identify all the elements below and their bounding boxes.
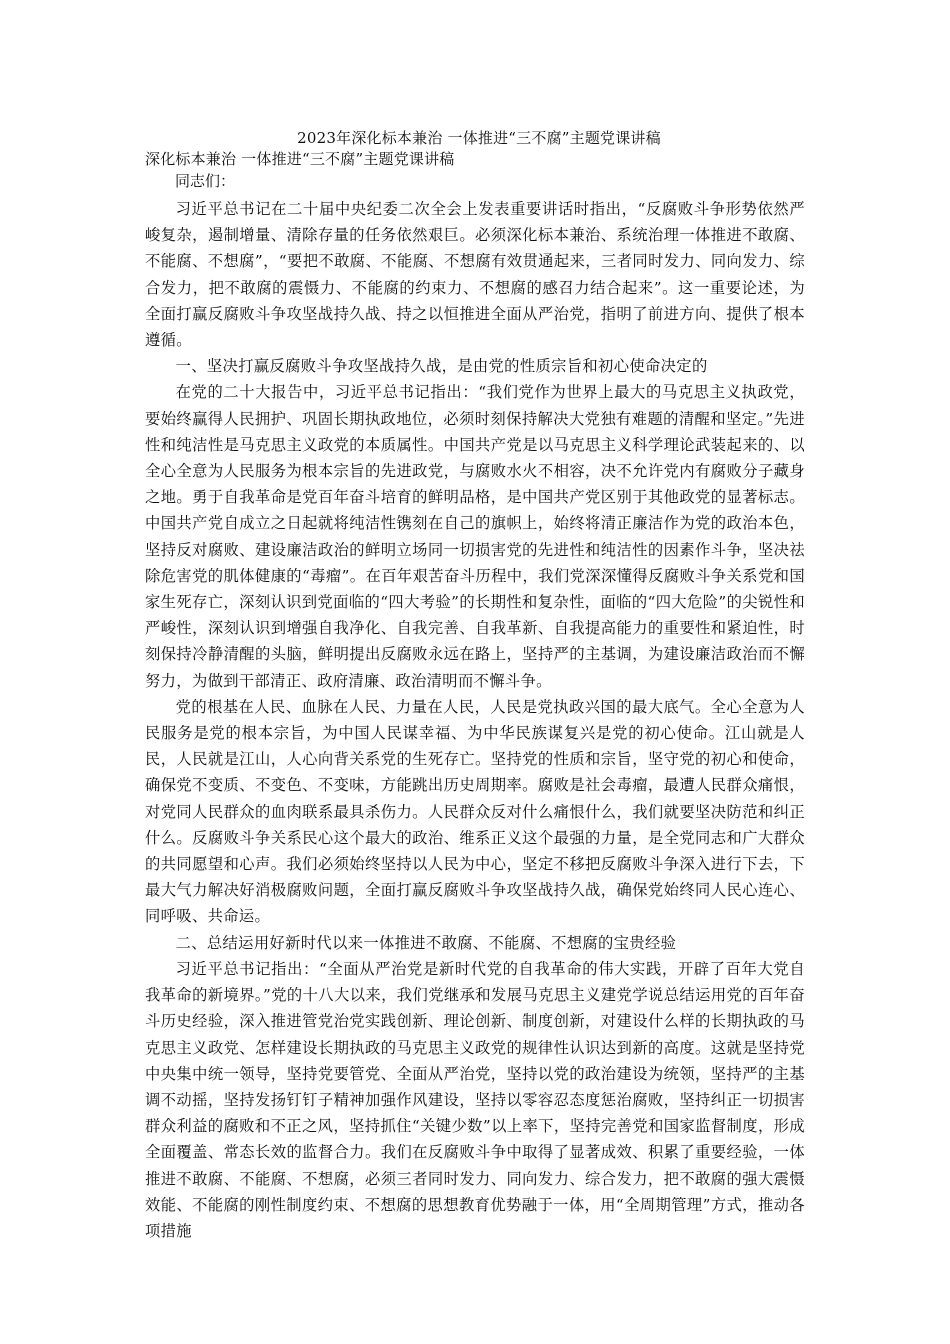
section-heading-1: 一、坚决打赢反腐败斗争攻坚战持久战，是由党的性质宗旨和初心使命决定的	[175, 357, 708, 376]
paragraph-section1-a: 在党的二十大报告中，习近平总书记指出：“我们党作为世界上最大的马克思主义执政党，要始终赢得人民拥护、巩固长期执政地位，必须时刻保持解决大党独有难题的清醒和坚定。”先进性和纯洁性是马克思主义政党的本质属性。中国共产党是以马克思主义科学理论武装起来的、以全心全意为人民服务为根本宗旨的先进政党，与腐败水火不相容，决不允许党内有腐败分子藏身之地。勇于自我革命是党百年奋斗培育的鲜明品格，是中国共产党区别于其他政党的显著标志。中国共产党自成立之日起就将纯洁性镌刻在自己的旗帜上，始终将清正廉洁作为党的政治本色，坚持反对腐败、建设廉洁政治的鲜明立场同一切损害党的先进性和纯洁性的因素作斗争，坚决祛除危害党的肌体健康的“毒瘤”。在百年艰苦奋斗历程中，我们党深深懂得反腐败斗争关系党和国家生死存亡，深刻认识到党面临的“四大考验”的长期性和复杂性，面临的“四大危险”的尖锐性和严峻性，深刻认识到增强自我净化、自我完善、自我革新、自我提高能力的重要性和紧迫性，时刻保持冷静清醒的头脑，鲜明提出反腐败永远在路上，坚持严的主基调，为建设廉洁政治而不懈努力，为做到干部清正、政府清廉、政治清明而不懈斗争。	[145, 383, 805, 690]
document-title: 2023年深化标本兼治 一体推进“三不腐”主题党课讲稿	[297, 129, 661, 147]
paragraph-section2-a: 习近平总书记指出：“全面从严治党是新时代党的自我革命的伟大实践，开辟了百年大党自我革命的新境界。”党的十八大以来，我们党继承和发展马克思主义建党学说总结运用党的百年奋斗历史经验，深入推进管党治党实践创新、理论创新、制度创新，对建设什么样的长期执政的马克思主义政党、怎样建设长期执政的马克思主义政党的规律性认识达到新的高度。这就是坚持党中央集中统一领导，坚持党要管党、全面从严治党，坚持以党的政治建设为统领，坚持严的主基调不动摇，坚持发扬钉钉子精神加强作风建设，坚持以零容忍态度惩治腐败，坚持纠正一切损害群众利益的腐败和不正之风，坚持抓住“关键少数”以上率下，坚持完善党和国家监督制度，形成全面覆盖、常态长效的监督合力。我们在反腐败斗争中取得了显著成效、积累了重要经验，一体推进不敢腐、不能腐、不想腐，必须三者同时发力、同向发力、综合发力，把不敢腐的强大震慑效能、不能腐的刚性制度约束、不想腐的思想教育优势融于一体，用“全周期管理”方式，推动各项措施	[145, 959, 805, 1240]
salutation: 同志们：	[175, 172, 236, 190]
paragraph-intro: 习近平总书记在二十届中央纪委二次全会上发表重要讲话时指出，“反腐败斗争形势依然严峻复杂，遏制增量、清除存量的任务依然艰巨。必须深化标本兼治、系统治理一体推进不敢腐、不能腐、不想腐”，“要把不敢腐、不能腐、不想腐有效贯通起来，三者同时发力、同向发力、综合发力，把不敢腐的震慑力、不能腐的约束力、不想腐的感召力结合起来”。这一重要论述，为全面打赢反腐败斗争攻坚战持久战、持之以恒推进全面从严治党，指明了前进方向、提供了根本遵循。	[145, 200, 805, 350]
document-subtitle: 深化标本兼治 一体推进“三不腐”主题党课讲稿	[145, 150, 455, 168]
document-page	[145, 128, 805, 1244]
paragraph-section1-b: 党的根基在人民、血脉在人民、力量在人民，人民是党执政兴国的最大底气。全心全意为人民服务是党的根本宗旨，为中国人民谋幸福、为中华民族谋复兴是党的初心使命。江山就是人民，人民就是江山，人心向背关系党的生死存亡。坚持党的性质和宗旨，坚守党的初心和使命，确保党不变质、不变色、不变味，方能跳出历史周期率。腐败是社会毒瘤，最遭人民群众痛恨，对党同人民群众的血肉联系最具杀伤力。人民群众反对什么痛恨什么，我们就要坚决防范和纠正什么。反腐败斗争关系民心这个最大的政治、维系正义这个最强的力量，是全党同志和广大群众的共同愿望和心声。我们必须始终坚持以人民为中心，坚定不移把反腐败斗争深入进行下去，下最大气力解决好消极腐败问题，全面打赢反腐败斗争攻坚战持久战，确保党始终同人民心连心、同呼吸、共命运。	[145, 697, 805, 926]
section-heading-2: 二、总结运用好新时代以来一体推进不敢腐、不能腐、不想腐的宝贵经验	[175, 933, 677, 952]
